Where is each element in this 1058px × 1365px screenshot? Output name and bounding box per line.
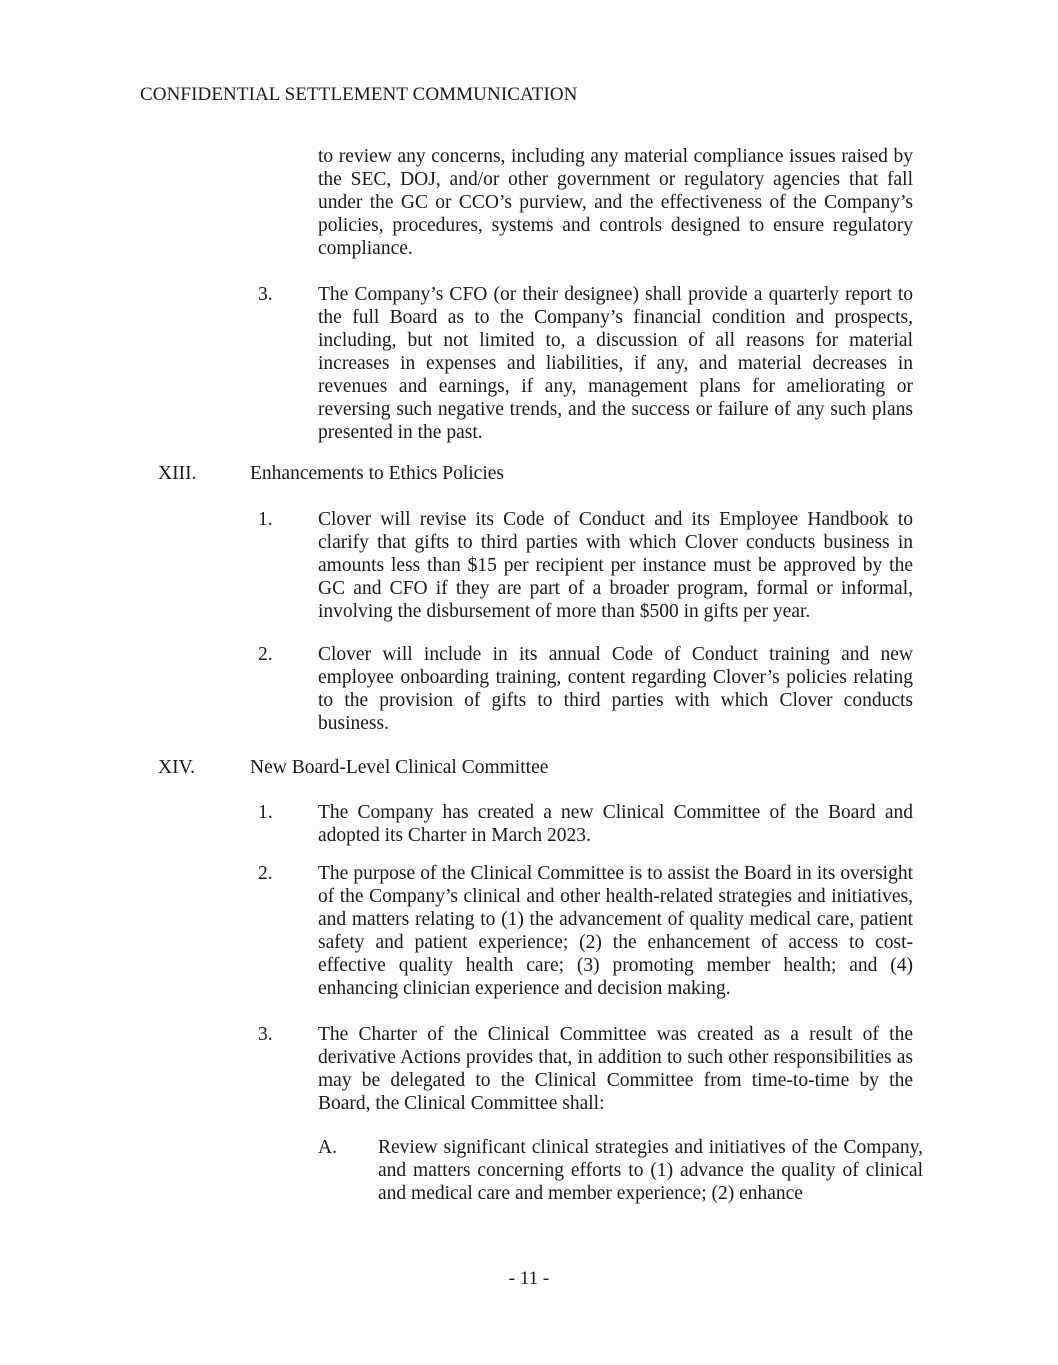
ethics-item-1: Clover will revise its Code of Conduct and its Employee Handbook to clarify that gifts to third parties with which Clover conducts business in amounts less than $15 per recipient per instance must be approved by the GC and CFO if they are part of a broader program, formal or informal, involving the disbursement of more than $500 in gifts per year. xyxy=(318,509,913,622)
section-number-xiv: XIV. xyxy=(158,757,196,778)
item-number: 3. xyxy=(258,284,273,305)
clinical-item-2: The purpose of the Clinical Committee is to assist the Board in its oversight of the Company’s clinical and other health-related strategies and initiatives, and matters relating to (1) the advancement of quality medical care, patient safety and patient experience; (2) the enhancement of access to cost-effective quality health care; (3) promoting member health; and (4) enhancing clinician experience and decision making. xyxy=(318,863,913,999)
item-number: 1. xyxy=(258,802,273,823)
section-number-xiii: XIII. xyxy=(158,463,197,484)
section-title-clinical: New Board-Level Clinical Committee xyxy=(250,757,549,778)
clinical-item-3: The Charter of the Clinical Committee was created as a result of the derivative Actions provides that, in addition to such other responsibilities as may be delegated to the Clinical Committee from time-to-time by the Board, the Clinical Committee shall: xyxy=(318,1024,913,1114)
clinical-item-1: The Company has created a new Clinical Committee of the Board and adopted its Charter in March 2023. xyxy=(318,802,913,846)
item-number: 2. xyxy=(258,644,273,665)
continuation-paragraph: to review any concerns, including any material compliance issues raised by the SEC, DOJ, and/or other government or regulatory agencies that fall under the GC or CCO’s purview, and the effectiveness of the Company’s policies, procedures, systems and controls designed to ensure regulatory compliance. xyxy=(318,146,913,259)
item-number: 3. xyxy=(258,1024,273,1045)
page-number: - 11 - xyxy=(508,1268,550,1289)
section-title-ethics: Enhancements to Ethics Policies xyxy=(250,463,504,484)
item-number: 2. xyxy=(258,863,273,884)
cfo-report-paragraph: The Company’s CFO (or their designee) shall provide a quarterly report to the full Board as to the Company’s financial condition and prospects, including, but not limited to, a discussion of all reasons for material increases in expenses and liabilities, if any, and material decreases in revenues and earnings, if any, management plans for ameliorating or reversing such negative trends, and the success or failure of any such plans presented in the past. xyxy=(318,284,913,443)
ethics-item-2: Clover will include in its annual Code of Conduct training and new employee onboarding training, content regarding Clover’s policies relating to the provision of gifts to third parties with which Clover conducts business. xyxy=(318,644,913,734)
item-number: 1. xyxy=(258,509,273,530)
subitem-letter: A. xyxy=(318,1137,337,1158)
clinical-subitem-a: Review significant clinical strategies and initiatives of the Company, and matters concerning efforts to (1) advance the quality of clinical and medical care and member experience; (2) enhance xyxy=(378,1137,923,1204)
confidential-header: CONFIDENTIAL SETTLEMENT COMMUNICATION xyxy=(140,84,578,105)
